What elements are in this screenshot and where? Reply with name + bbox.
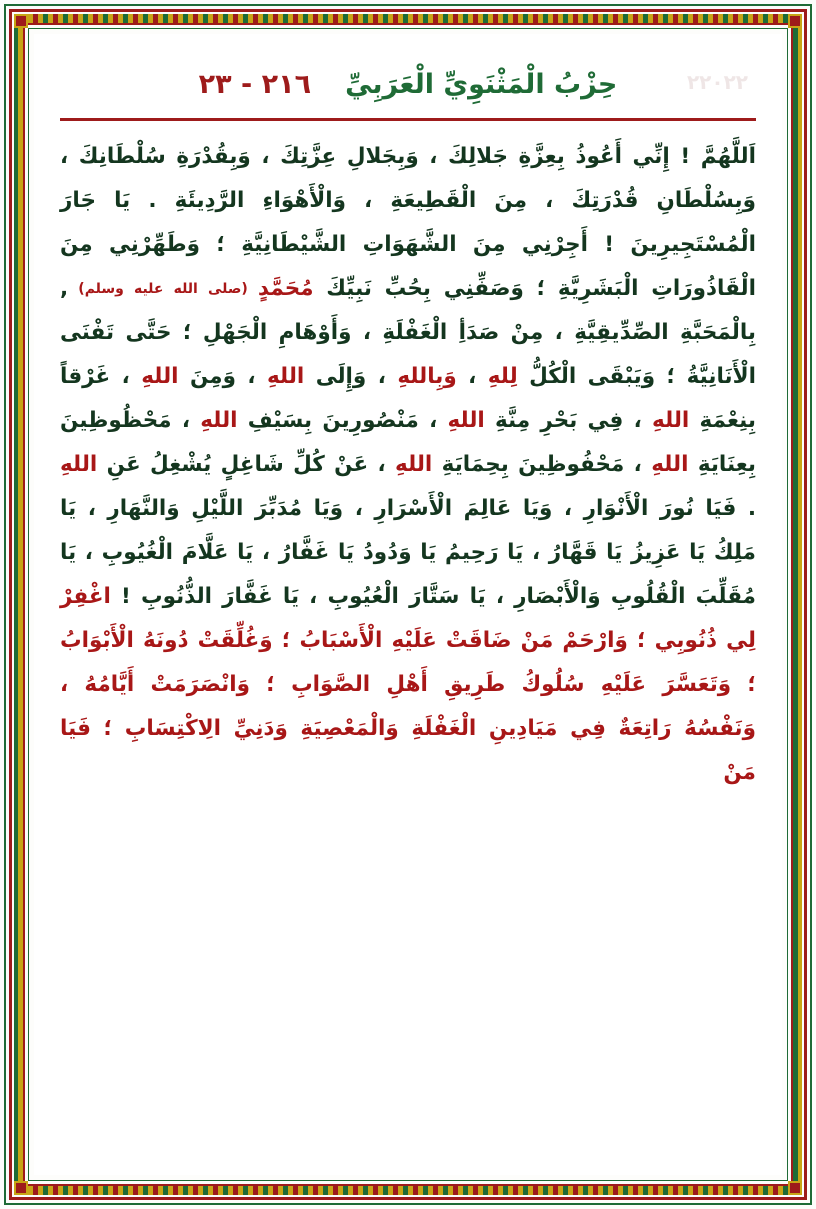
header-divider: [60, 118, 756, 121]
text-segment: اللهِ: [651, 452, 689, 477]
marginalia-number: ٢٢٠٢٢: [686, 70, 748, 94]
text-segment: لِلهِ: [487, 364, 518, 389]
text-segment: ، وَمِنَ: [178, 364, 268, 389]
corner-ornament-top-left: [14, 14, 28, 28]
corner-ornament-bottom-right: [788, 1181, 802, 1195]
text-segment: ، وَإِلَى: [304, 364, 398, 389]
corner-ornament-top-right: [788, 14, 802, 28]
text-segment: ، فِي بَحْرِ مِنَّةِ: [484, 408, 653, 433]
page-content: [34, 34, 782, 1175]
text-segment: اللهِ: [267, 364, 305, 389]
text-segment: مُحَمَّدٍ: [257, 276, 314, 301]
text-segment: اللهِ: [447, 408, 485, 433]
text-segment: اللهِ: [395, 452, 433, 477]
page-header: [60, 52, 756, 116]
text-segment: , بِالْمَحَبَّةِ الصِّدِّيقِيَّةِ ، مِنْ صَدَأِ الْغَفْلَةِ ، وَأَوْهَامِ الْجَهْلِ ؛ حَتَّى تَفْنَى الْأَنَانِيَّةُ ؛ وَيَبْقَى الْكُلُّ: [60, 276, 756, 389]
text-segment: . فَيَا نُورَ الْأَنْوَارِ ، وَيَا عَالِمَ الْأَسْرَارِ ، وَيَا مُدَبِّرَ اللَّيْلِ وَالنَّهَارِ ، يَا مَلِكُ يَا عَزِيزُ يَا قَهَّارُ ، يَا رَحِيمُ يَا وَدُودُ يَا غَفَّارُ ، يَا عَلَّامَ الْغُيُوبِ ، يَا مُقَلِّبَ الْقُلُوبِ وَالْأَبْصَارِ ، يَا سَتَّارَ الْعُيُوبِ ، يَا غَفَّارَ الذُّنُوبِ !: [60, 496, 756, 609]
text-segment: ،: [456, 364, 488, 389]
text-segment: اَللَّهُمَّ ! إِنِّي أَعُوذُ بِعِزَّةِ جَلالِكَ ، وَبِجَلالِ عِزَّتِكَ ، وَبِقُدْرَةِ سُلْطَانِكَ ، وَبِسُلْطَانِ قُدْرَتِكَ ، مِنَ الْقَطِيعَةِ ، وَالْأَهْوَاءِ الرَّدِيئَةِ . يَا جَارَ الْمُسْتَجِيرِينَ ! أَجِرْنِي مِنَ الشَّهَوَاتِ الشَّيْطَانِيَّةِ ؛ وَطَهِّرْنِي مِنَ الْقَاذُورَاتِ الْبَشَرِيَّةِ ؛ وَصَفِّنِي بِحُبِّ نَبِيِّكَ: [60, 144, 756, 301]
corner-ornament-bottom-left: [14, 1181, 28, 1195]
text-segment: ، مَحْظُوظِينَ بِعِنَايَةِ: [60, 408, 756, 477]
text-segment: اللهِ: [200, 408, 238, 433]
text-segment: اللهِ: [141, 364, 179, 389]
text-segment: ، غَرْقاً بِنِعْمَةِ: [60, 364, 756, 433]
text-segment: اللهِ: [60, 452, 98, 477]
body-text: [60, 135, 756, 795]
text-segment: ، مَحْفُوظِينَ بِحِمَايَةِ: [432, 452, 652, 477]
page-title: حِزْبُ الْمَثْنَوِيِّ الْعَرَبِيِّ: [345, 68, 618, 100]
prayer-paragraph: [60, 135, 756, 795]
text-segment: ، مَنْصُورِينَ بِسَيْفِ: [237, 408, 448, 433]
page-number: ٢١٦ - ٢٣: [198, 68, 312, 100]
text-segment: وَبِاللهِ: [397, 364, 457, 389]
text-segment: اللهِ: [652, 408, 690, 433]
text-segment: (صلى الله عليه وسلم): [68, 281, 258, 297]
text-segment: ، عَنْ كُلِّ شَاغِلٍ يُشْغِلُ عَنِ: [97, 452, 396, 477]
text-segment: اغْفِرْ لِي ذُنُوبِي ؛ وَارْحَمْ مَنْ ضَاقَتْ عَلَيْهِ الْأَسْبَابُ ؛ وَغُلِّقَتْ دُونَهُ الْأَبْوَابُ ؛ وَتَعَسَّرَ عَلَيْهِ سُلُوكُ طَرِيقِ أَهْلِ الصَّوَابِ ؛ وَانْصَرَمَتْ أَيَّامُهُ ، وَنَفْسُهُ رَاتِعَةٌ فِي مَيَادِينِ الْغَفْلَةِ وَالْمَعْصِيَةِ وَدَنِيِّ الِاكْتِسَابِ ؛ فَيَا مَنْ: [60, 584, 756, 785]
